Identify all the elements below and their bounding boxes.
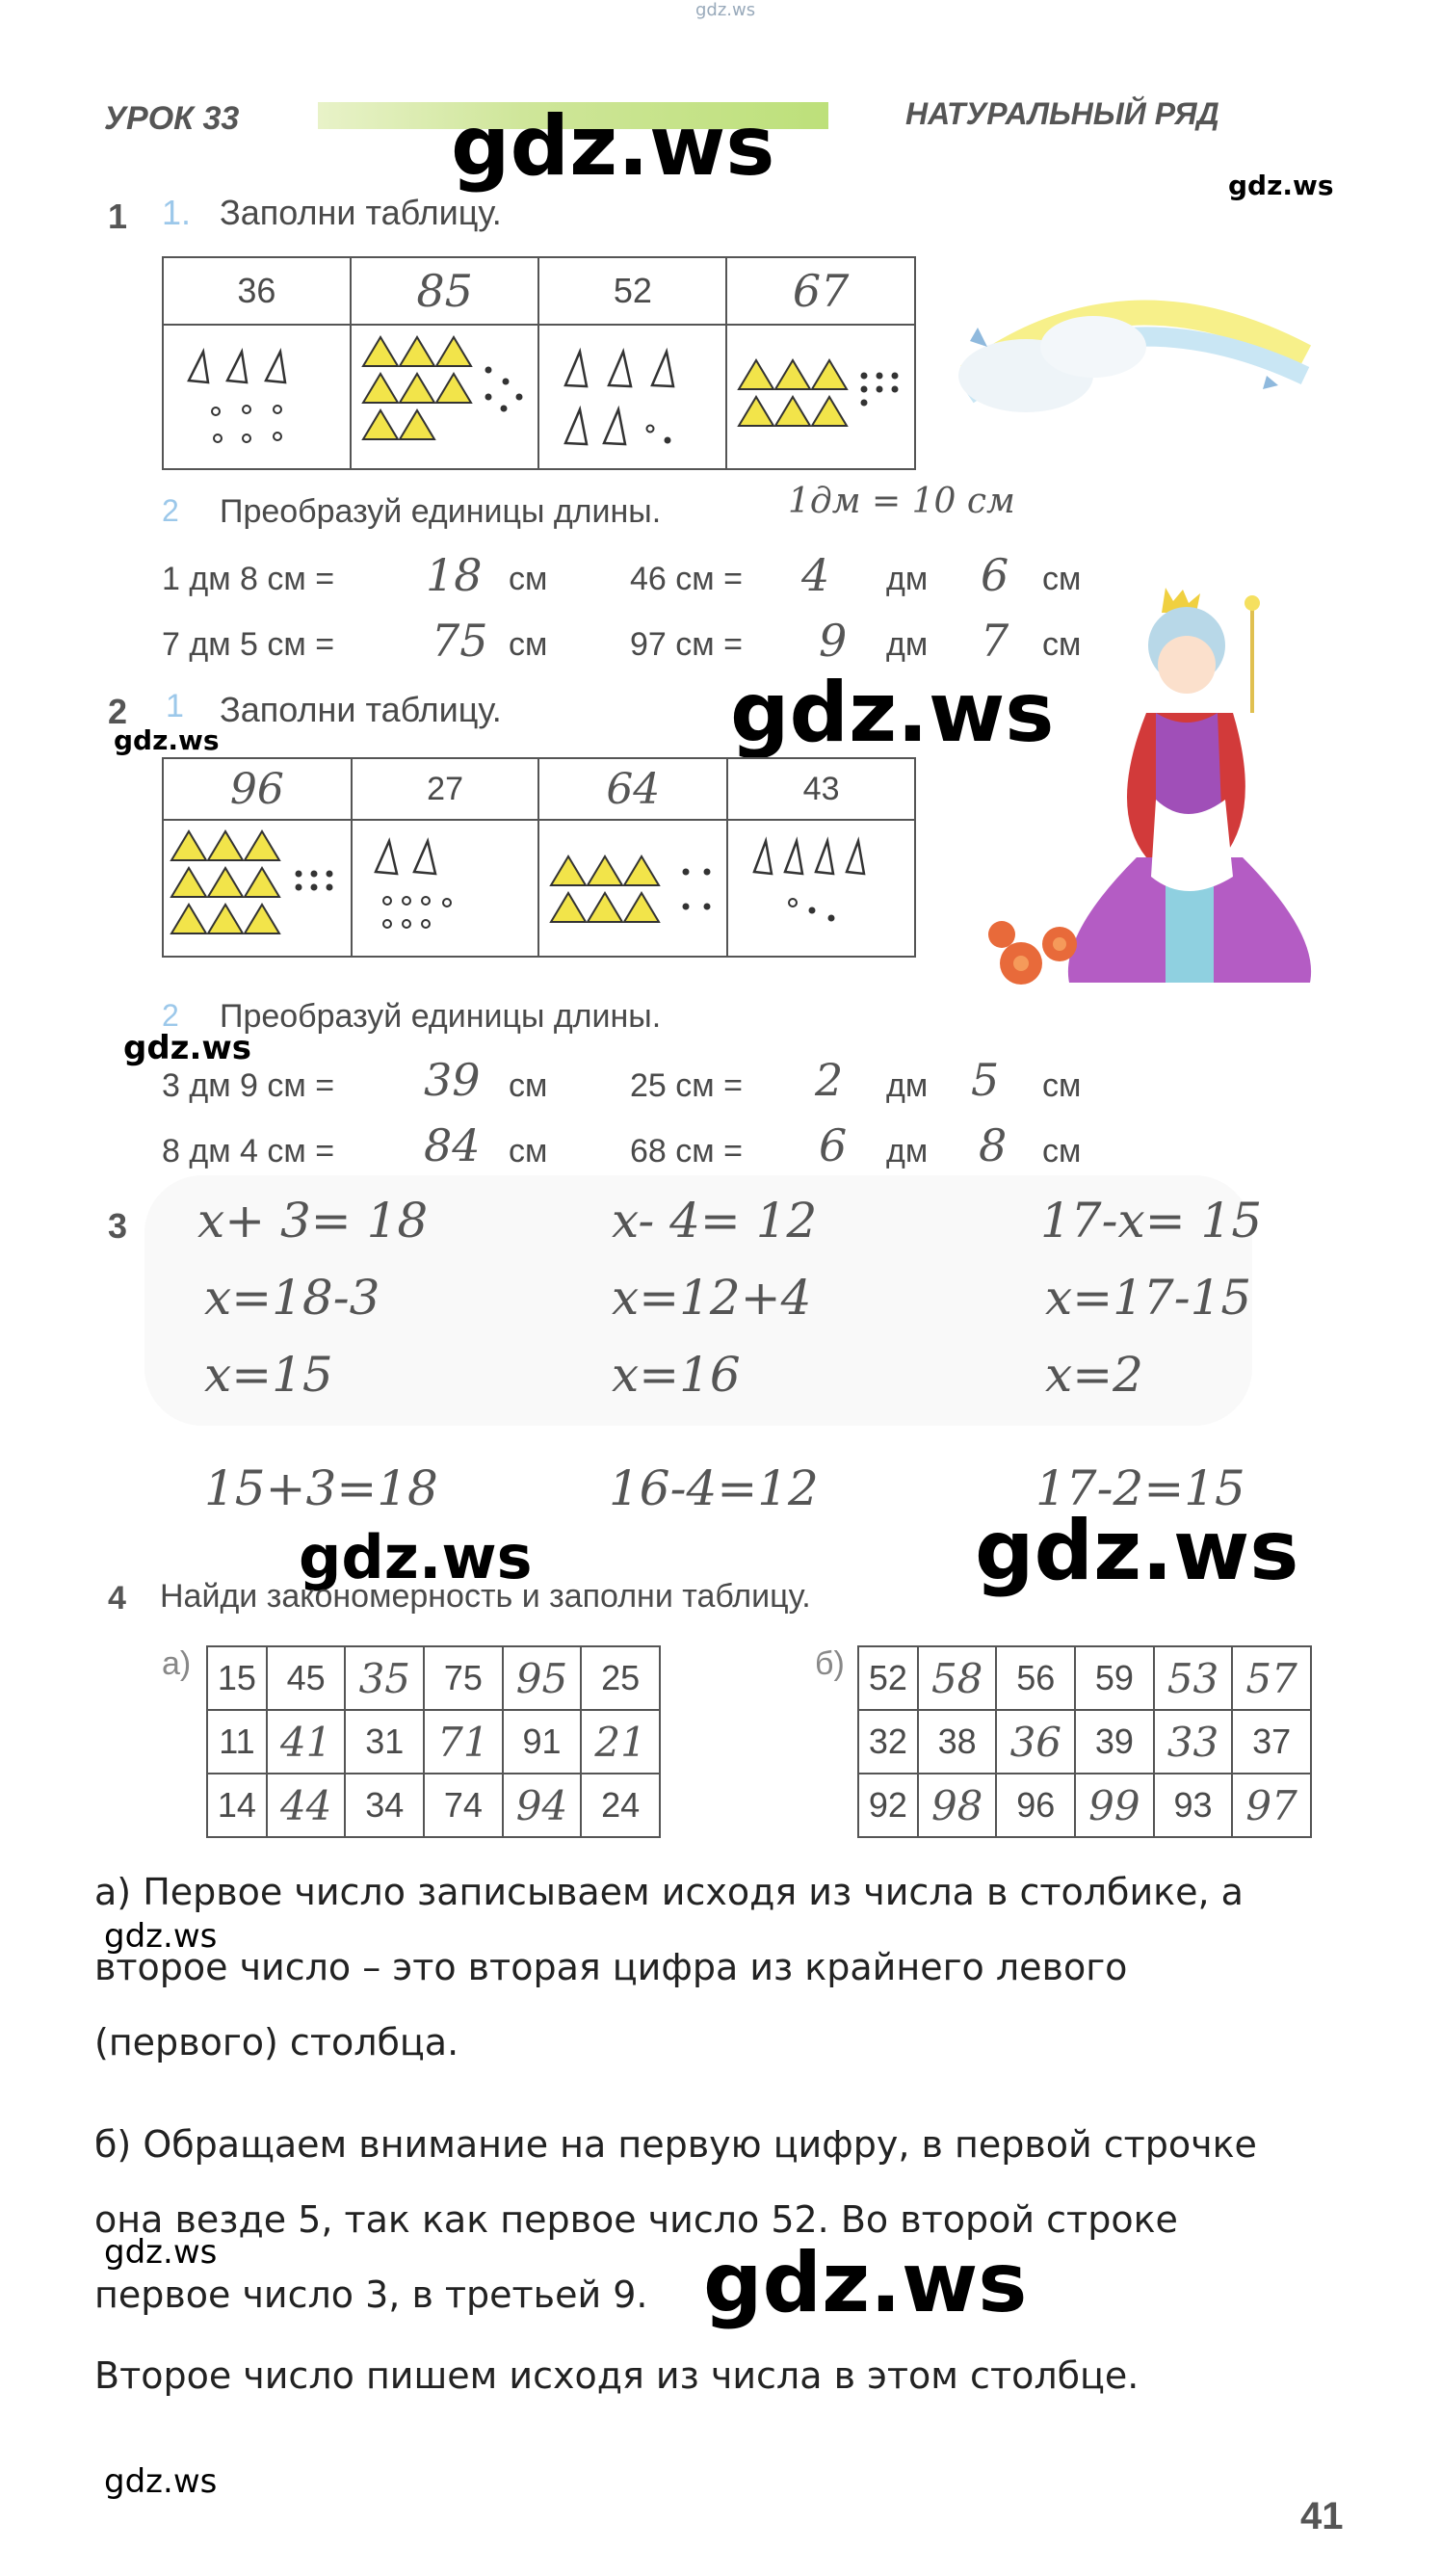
task-title: Заполни таблицу. <box>220 690 502 729</box>
rainbow-illustration <box>949 270 1324 443</box>
unit: дм <box>886 1133 929 1170</box>
conversion-right: 25 см = <box>630 1067 743 1104</box>
unit: см <box>1042 1133 1082 1170</box>
watermark-top: gdz.ws <box>695 0 756 20</box>
table-cell: 11 <box>207 1710 267 1774</box>
equation: x=17-15 <box>1045 1270 1252 1326</box>
table-cell: 25 <box>581 1646 660 1710</box>
pattern-table-a <box>206 1645 661 1838</box>
unit: см <box>1042 561 1082 597</box>
conversion-right: 97 см = <box>630 626 743 663</box>
table-cell: 93 <box>1154 1774 1233 1837</box>
drawing-cell <box>727 820 915 957</box>
triangles-drawing <box>170 332 343 458</box>
watermark: gdz.ws <box>104 2462 218 2501</box>
table-cell: 41 <box>267 1710 346 1774</box>
table-cell: 14 <box>207 1774 267 1837</box>
table-cell: 35 <box>345 1646 424 1710</box>
task-number: 2 <box>108 692 128 731</box>
table-cell: 96 <box>163 758 352 820</box>
watermark: gdz.ws <box>975 1503 1299 1599</box>
number-table-1 <box>162 256 916 470</box>
triangles-drawing <box>541 824 724 949</box>
subtask-number: 2 <box>162 998 179 1033</box>
handwritten-note: 1дм = 10 см <box>788 482 1015 521</box>
topic-title: НАТУРАЛЬНЫЙ РЯД <box>905 96 1219 131</box>
drawing-cell <box>351 325 539 469</box>
triangles-drawing <box>358 824 532 949</box>
explanation-line: б) Обращаем внимание на первую цифру, в первой строчке <box>94 2123 1257 2166</box>
table-cell: 52 <box>858 1646 918 1710</box>
watermark: gdz.ws <box>730 665 1055 761</box>
explanation-line: Второе число пишем исходя из числа в этом столбце. <box>94 2354 1140 2397</box>
drawing-cell <box>538 820 727 957</box>
table-cell: 53 <box>1154 1646 1233 1710</box>
table-cell: 99 <box>1075 1774 1154 1837</box>
watermark: gdz.ws <box>123 1029 252 1067</box>
subtask-number: 1 <box>166 688 184 724</box>
conversion-right: 68 см = <box>630 1133 743 1170</box>
table-cell: 33 <box>1154 1710 1233 1774</box>
explanation-line: а) Первое число записываем исходя из числа в столбике, а <box>94 1871 1244 1913</box>
answer: 2 <box>815 1054 844 1106</box>
number-table-2 <box>162 757 916 958</box>
table-label-b: б) <box>815 1645 845 1682</box>
table-cell: 44 <box>267 1774 346 1837</box>
table-cell: 32 <box>858 1710 918 1774</box>
triangles-drawing <box>546 332 720 458</box>
task-number: 4 <box>108 1580 126 1617</box>
table-cell: 15 <box>207 1646 267 1710</box>
table-cell: 75 <box>424 1646 503 1710</box>
table-cell: 34 <box>345 1774 424 1837</box>
table-cell: 95 <box>503 1646 582 1710</box>
watermark: gdz.ws <box>451 98 775 195</box>
table-cell: 36 <box>996 1710 1075 1774</box>
equation-check: 15+3=18 <box>204 1460 438 1516</box>
unit: см <box>1042 1067 1082 1104</box>
explanation-line: она везде 5, так как первое число 52. Во второй строке <box>94 2198 1178 2241</box>
answer: 75 <box>432 615 488 667</box>
table-cell: 58 <box>918 1646 997 1710</box>
table-cell: 37 <box>1232 1710 1311 1774</box>
table-cell: 45 <box>267 1646 346 1710</box>
unit: см <box>509 561 548 597</box>
unit: см <box>509 626 548 663</box>
task-number: 1 <box>108 197 128 236</box>
unit: дм <box>886 561 929 597</box>
unit: дм <box>886 626 929 663</box>
page-number: 41 <box>1300 2495 1344 2537</box>
equation-check: 17-2=15 <box>1035 1460 1245 1516</box>
table-cell: 43 <box>727 758 915 820</box>
answer: 6 <box>981 549 1009 601</box>
princess-illustration <box>963 568 1349 1012</box>
table-cell: 57 <box>1232 1646 1311 1710</box>
equation: x=12+4 <box>612 1270 812 1326</box>
explanation-line: первое число 3, в третьей 9. <box>94 2274 648 2316</box>
answer: 6 <box>819 1119 848 1171</box>
drawing-cell <box>163 325 351 469</box>
conversion-left: 7 дм 5 см = <box>162 626 335 663</box>
unit: см <box>509 1067 548 1104</box>
triangles-drawing <box>735 824 908 949</box>
answer: 5 <box>971 1054 1000 1106</box>
subtask-number: 2 <box>162 493 179 528</box>
triangles-drawing <box>166 824 349 949</box>
table-cell: 59 <box>1075 1646 1154 1710</box>
table-cell: 85 <box>351 257 539 325</box>
explanation-line: второе число – это вторая цифра из крайнего левого <box>94 1946 1128 1988</box>
triangles-drawing <box>354 328 537 462</box>
watermark: gdz.ws <box>104 1917 218 1956</box>
table-label-a: а) <box>162 1645 192 1682</box>
table-cell: 91 <box>503 1710 582 1774</box>
watermark: gdz.ws <box>1228 170 1334 201</box>
table-cell: 96 <box>996 1774 1075 1837</box>
drawing-cell <box>163 820 352 957</box>
watermark: gdz.ws <box>299 1522 533 1592</box>
task-title: Найди закономерность и заполни таблицу. <box>160 1578 811 1615</box>
equation: x=2 <box>1045 1347 1143 1403</box>
table-cell: 27 <box>352 758 539 820</box>
task-title: Преобразуй единицы длины. <box>220 493 662 530</box>
lesson-title: УРОК 33 <box>104 100 240 137</box>
equation: x=15 <box>204 1347 333 1403</box>
pattern-table-b <box>857 1645 1312 1838</box>
task-number: 3 <box>108 1206 128 1246</box>
unit: дм <box>886 1067 929 1104</box>
equation: x=16 <box>612 1347 741 1403</box>
answer: 9 <box>819 615 848 667</box>
answer: 84 <box>424 1119 481 1171</box>
unit: см <box>1042 626 1082 663</box>
answer: 39 <box>424 1054 481 1106</box>
table-cell: 21 <box>581 1710 660 1774</box>
watermark: gdz.ws <box>114 724 220 756</box>
table-cell: 98 <box>918 1774 997 1837</box>
table-cell: 97 <box>1232 1774 1311 1837</box>
conversion-left: 3 дм 9 см = <box>162 1067 335 1104</box>
conversion-right: 46 см = <box>630 561 743 597</box>
subtask-number: 1. <box>162 193 192 232</box>
table-cell: 24 <box>581 1774 660 1837</box>
task-title: Преобразуй единицы длины. <box>220 998 662 1035</box>
table-cell: 94 <box>503 1774 582 1837</box>
triangles-drawing <box>729 328 912 462</box>
table-cell: 38 <box>918 1710 997 1774</box>
equation-check: 16-4=12 <box>609 1460 819 1516</box>
task-title: Заполни таблицу. <box>220 193 502 232</box>
table-cell: 39 <box>1075 1710 1154 1774</box>
table-cell: 31 <box>345 1710 424 1774</box>
drawing-cell <box>726 325 915 469</box>
answer: 4 <box>801 549 830 601</box>
answer: 18 <box>426 549 483 601</box>
table-cell: 71 <box>424 1710 503 1774</box>
explanation-line: (первого) столбца. <box>94 2021 459 2063</box>
equation: x- 4= 12 <box>612 1193 818 1249</box>
conversion-left: 1 дм 8 см = <box>162 561 335 597</box>
answer: 8 <box>979 1119 1008 1171</box>
table-cell: 36 <box>163 257 351 325</box>
table-cell: 74 <box>424 1774 503 1837</box>
table-cell: 92 <box>858 1774 918 1837</box>
unit: см <box>509 1133 548 1170</box>
table-cell: 52 <box>538 257 726 325</box>
equation: 17-x= 15 <box>1040 1193 1263 1249</box>
equation: x=18-3 <box>204 1270 380 1326</box>
answer: 7 <box>981 615 1009 667</box>
table-cell: 67 <box>726 257 915 325</box>
table-cell: 64 <box>538 758 727 820</box>
conversion-left: 8 дм 4 см = <box>162 1133 335 1170</box>
watermark: gdz.ws <box>104 2233 218 2272</box>
table-cell: 56 <box>996 1646 1075 1710</box>
watermark: gdz.ws <box>703 2235 1028 2331</box>
equation: x+ 3= 18 <box>197 1193 429 1249</box>
drawing-cell <box>538 325 726 469</box>
drawing-cell <box>352 820 539 957</box>
